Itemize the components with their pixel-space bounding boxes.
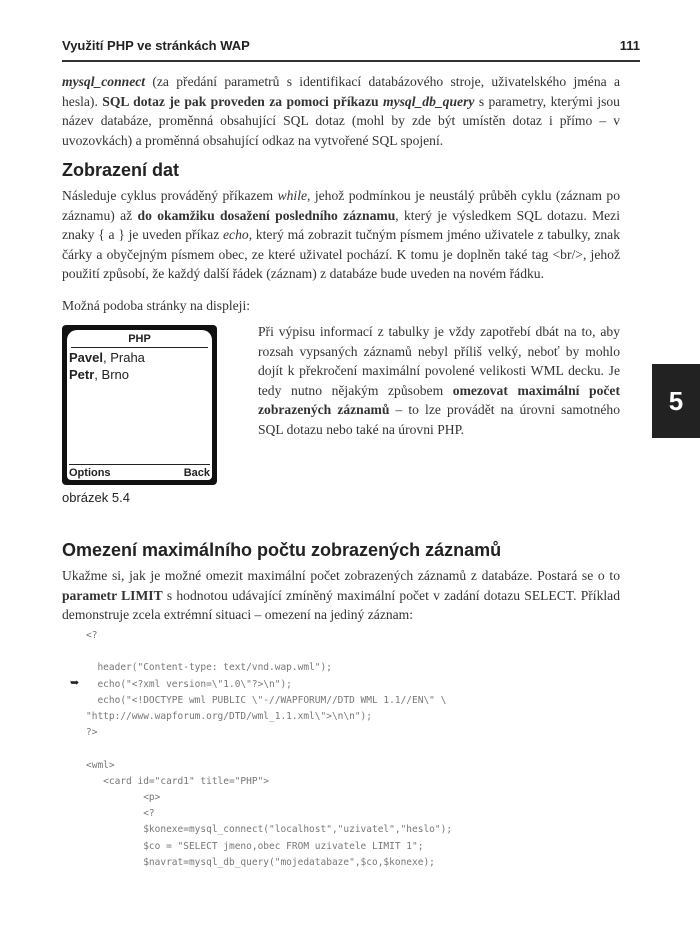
code-line: $navrat=mysql_db_query("mojedatabaze",$co,$konexe);	[86, 856, 435, 868]
text-run: s parametry, kterými jsou název databáze, proměnná obsahující SQL dotaz (mohl by zde být umístěn dotaz i přímo – v uvozovkách) a proměnná obsahující odkaz na vytvořené SQL spojení.	[62, 93, 620, 148]
code-line: $co = "SELECT jmeno,obec FROM uzivatele LIMIT 1";	[86, 840, 424, 852]
paragraph-while-loop	[62, 186, 620, 284]
code-line: "http://www.wapforum.org/DTD/wml_1.1.xml\">\n\n");	[86, 711, 372, 723]
code-line: ?>	[86, 727, 98, 739]
running-header	[62, 36, 640, 62]
code-line: echo("<?xml version=\"1.0\"?>\n");	[86, 678, 292, 690]
text-run: SQL dotaz je pak proveden za pomoci příkazu	[102, 93, 384, 109]
code-line: <wml>	[86, 759, 115, 771]
paragraph-display-intro: Možná podoba stránky na displeji:	[62, 298, 251, 313]
code-line: $konexe=mysql_connect("localhost","uzivatel","heslo");	[86, 824, 453, 836]
heading-omezeni: Omezení maximálního počtu zobrazených záznamů	[62, 540, 502, 560]
phone-card-title: PHP	[71, 330, 208, 348]
paragraph-limit-warning	[258, 322, 620, 439]
phone-record	[67, 367, 212, 382]
text-run: parametr LIMIT	[62, 587, 163, 603]
code-line: echo("<!DOCTYPE wml PUBLIC \"-//WAPFORUM//DTD WML 1.1//EN\" \	[86, 694, 447, 706]
code-line: <?	[86, 630, 98, 641]
text-run: mysql_connect	[62, 74, 146, 89]
text-run: mysql_db_query	[383, 93, 475, 109]
text-run: Ukažme si, jak je možné omezit maximální počet zobrazených záznamů z databáze. Postará se o to	[62, 568, 620, 583]
phone-record	[67, 350, 212, 365]
record-city: , Praha	[102, 350, 145, 365]
record-name: Petr	[69, 367, 95, 382]
text-run: omezovat maximální počet zobrazených záznamů	[258, 382, 620, 417]
text-run: do okamžiku dosažení posledního záznamu	[137, 207, 396, 223]
text-run: echo	[223, 227, 249, 242]
phone-screenshot	[62, 325, 217, 485]
text-run: Při výpisu informací z tabulky je vždy zapotřebí dbát na to, aby rozsah vypsaných záznamů nebyl příliš velký, neboť by mohlo dojít k překročení maximální povolené velikosti WML decku. Je tedy nutno nějakým způsobem	[258, 324, 620, 398]
paragraph-limit-param	[62, 566, 620, 625]
code-listing	[86, 628, 452, 871]
figure-caption: obrázek 5.4	[62, 490, 130, 505]
code-line: <card id="card1" title="PHP">	[86, 775, 270, 787]
arrow-continuation-icon: ➥	[70, 677, 80, 689]
text-run: (za předání parametrů s identifikací databázového stroje, uživatelského jména a hesla).	[62, 74, 620, 109]
code-line: <?	[86, 808, 155, 820]
page-number: 111	[619, 38, 640, 53]
text-run: – to lze provádět na úrovni samotného SQL dotazu nebo také na úrovni PHP.	[258, 402, 621, 437]
phone-screen	[67, 330, 212, 480]
chapter-title: Využití PHP ve stránkách WAP	[62, 38, 250, 53]
code-line	[86, 644, 452, 660]
text-run: , který je výsledkem SQL dotazu. Mezi znaky { a } je uveden příkaz	[62, 207, 620, 242]
phone-softkeys	[69, 464, 210, 479]
text-run: , který má zobrazit tučným písmem jméno uživatele z tabulky, znak čárky a obyčejným písmem obec, ze které uživatel pochází. K tomu je doplněn také tag <br/>, jehož použití způsobí, že každý další řádek (záznam) z databáze bude uveden na novém řádku.	[62, 227, 621, 281]
text-run: s hodnotou udávající zmíněný maximální počet v zadání dotazu SELECT. Příklad demonstruje zcela extrémní situaci – omezení na jediný záznam:	[62, 587, 620, 622]
chapter-thumb-tab: 5	[652, 364, 700, 438]
code-line: header("Content-type: text/vnd.wap.wml");	[86, 662, 332, 674]
text-run: , jehož podmínkou je neustálý průběh cyklu (záznam po záznamu) až	[62, 188, 620, 223]
code-line: <p>	[86, 792, 161, 804]
record-name: Pavel	[69, 350, 103, 365]
paragraph-mysql-connect	[62, 72, 620, 150]
text-run: while	[277, 188, 308, 203]
heading-zobrazeni-dat: Zobrazení dat	[62, 160, 180, 180]
back-softkey: Back	[183, 467, 210, 479]
text-run: Následuje cyklus prováděný příkazem	[62, 188, 278, 203]
code-line	[86, 741, 452, 757]
options-softkey: Options	[69, 467, 111, 479]
record-city: , Brno	[94, 367, 129, 382]
